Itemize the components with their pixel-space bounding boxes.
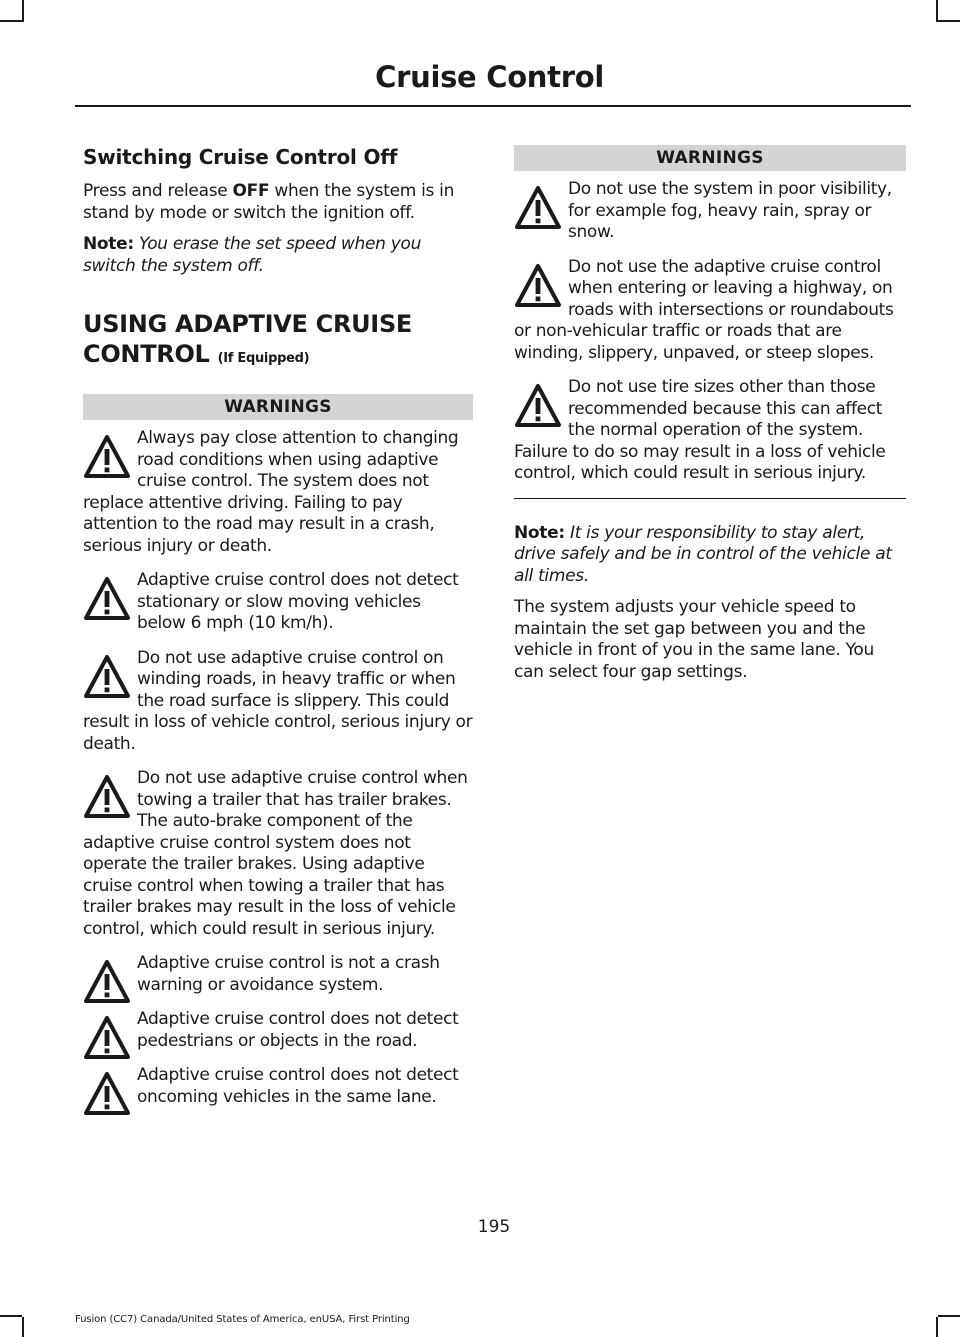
warning-triangle-icon: [83, 959, 131, 1005]
crop-mark: [938, 1315, 960, 1317]
warnings-header: WARNINGS: [514, 145, 906, 171]
warning-text: Always pay close attention to changing road conditions when using adaptive cruise control. The system does not replace attentive driving. Failing to pay attention to the road may result in a crash, serious injury or death.: [83, 428, 459, 556]
warning-text: Do not use the system in poor visibility, for example fog, heavy rain, spray or snow.: [568, 179, 892, 242]
warning-item: [514, 179, 906, 244]
note-label: Note:: [83, 234, 134, 254]
warning-triangle-icon: [83, 1015, 131, 1061]
crop-mark: [938, 20, 960, 22]
warning-text: Do not use tire sizes other than those recommended because this can affect the normal operation of the system. Failure to do so may result in a loss of vehicle control, which could result in serious injury.: [514, 377, 886, 483]
paragraph-text: when the system is in stand by mode or switch the ignition off.: [83, 181, 455, 223]
left-column: [83, 145, 473, 1121]
heading-qualifier: (If Equipped): [217, 351, 310, 366]
warning-item: [83, 428, 473, 557]
warning-triangle-icon: [83, 434, 131, 480]
warnings-list: [83, 428, 473, 1108]
warning-item: [83, 1065, 473, 1108]
warning-item: [514, 377, 906, 485]
warning-text: Do not use the adaptive cruise control when entering or leaving a highway, on roads with intersections or roundabouts or non-vehicular traffic or roads that are winding, slippery, unpaved, or steep slopes.: [514, 256, 894, 363]
paragraph: The system adjusts your vehicle speed to maintain the set gap between you and the vehicle in front of you in the same lane. You can select four gap settings.: [514, 597, 875, 682]
warning-text: Adaptive cruise control does not detect stationary or slow moving vehicles below 6 mph (10 km/h).: [137, 570, 459, 633]
paragraph-text: Press and release: [83, 181, 233, 201]
warning-triangle-icon: [83, 576, 131, 622]
warning-triangle-icon: [514, 383, 562, 429]
crop-mark: [22, 1317, 24, 1337]
crop-mark: [936, 0, 938, 22]
warnings-end-rule: [514, 498, 906, 499]
warning-text: Adaptive cruise control does not detect oncoming vehicles in the same lane.: [137, 1065, 459, 1107]
warning-text: Adaptive cruise control is not a crash warning or avoidance system.: [137, 953, 440, 995]
crop-mark: [22, 0, 24, 22]
right-column: [514, 145, 906, 693]
main-heading-text: USING ADAPTIVE CRUISE CONTROL: [83, 310, 413, 368]
crop-mark: [0, 1315, 22, 1317]
section-heading: Switching Cruise Control Off: [83, 145, 398, 169]
warnings-header: WARNINGS: [83, 394, 473, 420]
warning-triangle-icon: [83, 774, 131, 820]
warning-triangle-icon: [514, 263, 562, 309]
note-text: It is your responsibility to stay alert, drive safely and be in control of the vehicle at all times.: [514, 522, 892, 586]
warnings-list: [514, 179, 906, 485]
warning-triangle-icon: [83, 654, 131, 700]
page-title: Cruise Control: [375, 60, 604, 94]
note-label: Note:: [514, 522, 565, 543]
footer-text: Fusion (CC7) Canada/United States of America, enUSA, First Printing: [75, 1314, 410, 1325]
warning-item: [514, 257, 906, 365]
warning-item: [83, 570, 473, 635]
note-text: You erase the set speed when you switch the system off.: [83, 234, 422, 276]
page-number: 195: [477, 1217, 511, 1237]
keyword-off: OFF: [232, 181, 270, 201]
header-divider: [75, 105, 911, 107]
warning-triangle-icon: [83, 1071, 131, 1117]
warning-text: Do not use adaptive cruise control when towing a trailer that has trailer brakes. The auto-brake component of the adaptive cruise control system does not operate the trailer brakes. Using adaptive cruise control when towing a trailer that has trailer brakes may result in the loss of vehicle control, which could result in serious injury.: [83, 768, 468, 939]
warning-item: [83, 768, 473, 940]
warning-item: [83, 1009, 473, 1052]
paragraph: [83, 181, 473, 224]
warning-text: Do not use adaptive cruise control on winding roads, in heavy traffic or when the road surface is slippery. This could result in loss of vehicle control, serious injury or death.: [83, 647, 473, 754]
crop-mark: [0, 20, 22, 22]
warning-triangle-icon: [514, 185, 562, 231]
warning-text: Adaptive cruise control does not detect pedestrians or objects in the road.: [137, 1009, 459, 1051]
note: [514, 523, 906, 588]
crop-mark: [936, 1317, 938, 1337]
note: [83, 234, 473, 277]
warning-item: [83, 953, 473, 996]
main-heading: [83, 309, 473, 374]
warning-item: [83, 648, 473, 756]
